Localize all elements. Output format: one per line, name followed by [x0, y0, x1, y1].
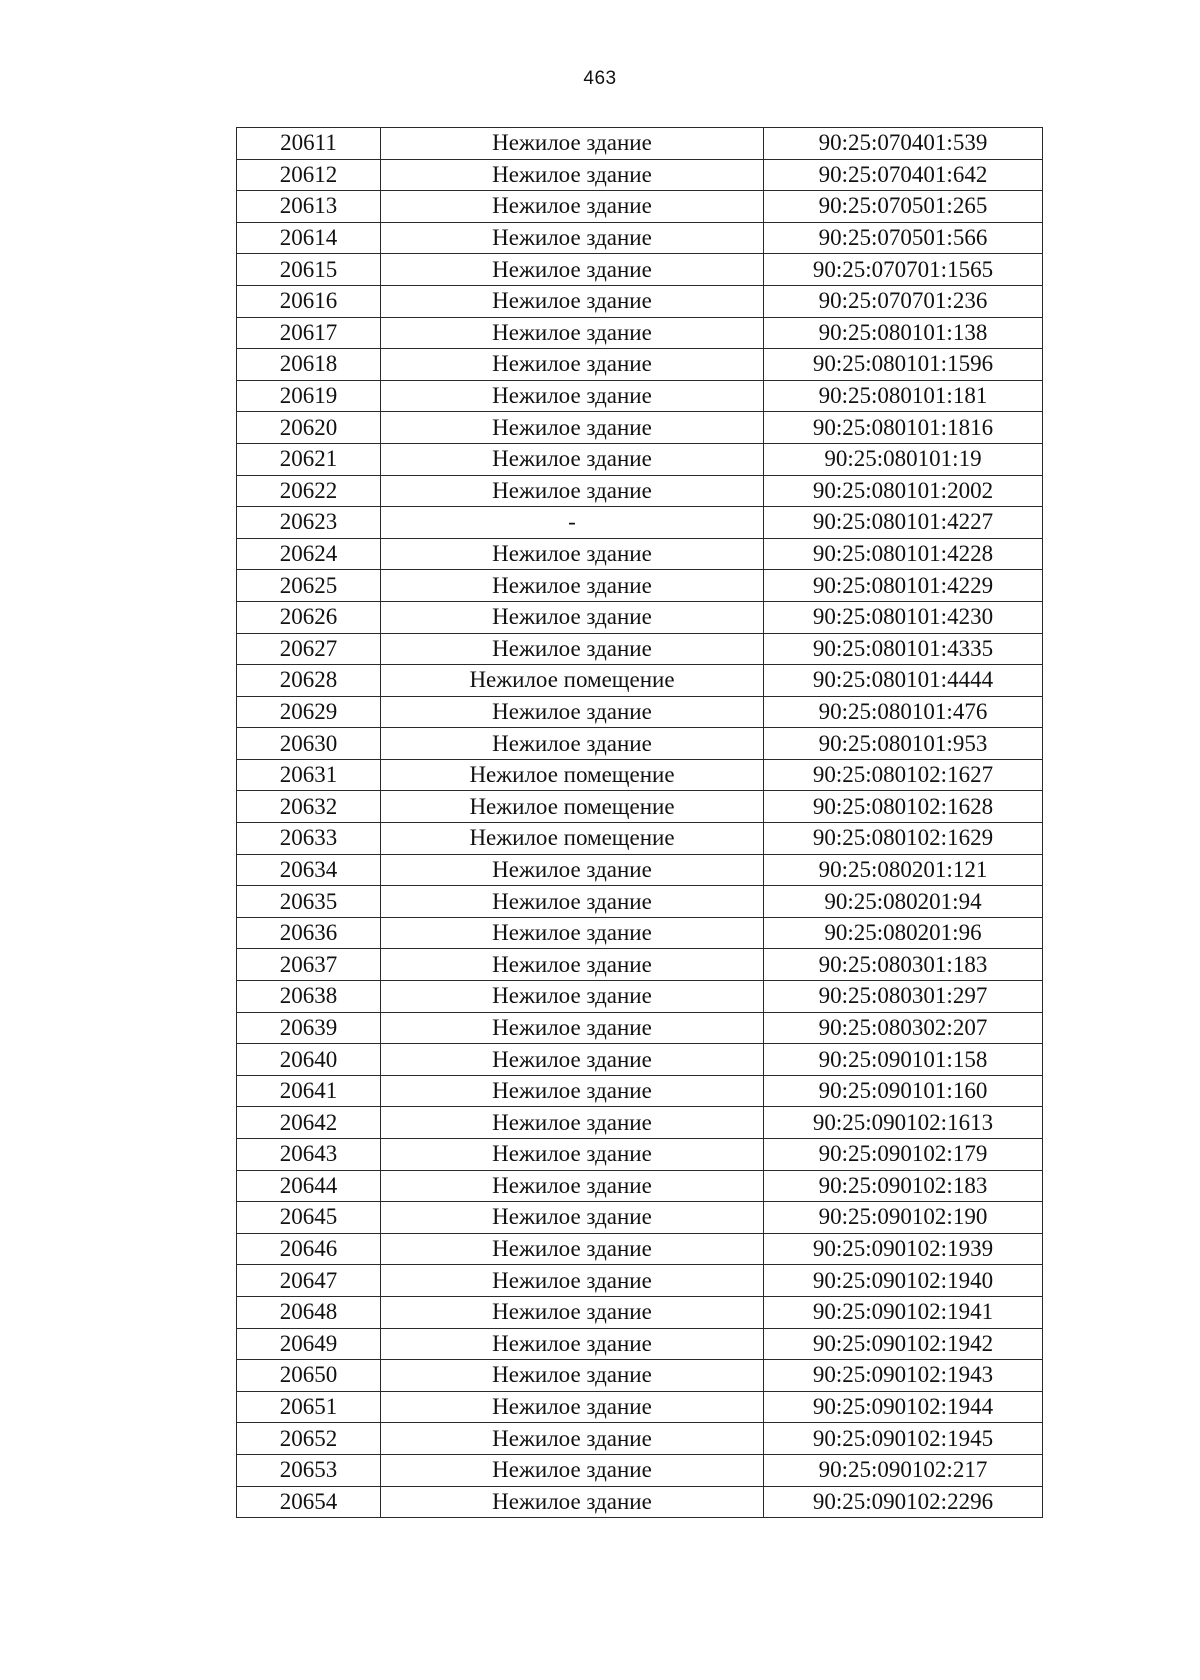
table-row — [237, 1296, 1043, 1328]
row-number-cell: 20616 — [237, 285, 381, 317]
table-row — [237, 823, 1043, 855]
row-number-cell: 20636 — [237, 917, 381, 949]
object-type-cell: Нежилое помещение — [381, 665, 764, 697]
cadastral-number-cell: 90:25:090102:183 — [764, 1170, 1043, 1202]
table-row — [237, 349, 1043, 381]
object-type-cell: Нежилое здание — [381, 254, 764, 286]
page-number: 463 — [583, 68, 617, 89]
object-type-cell: Нежилое здание — [381, 1107, 764, 1139]
row-number-cell: 20637 — [237, 949, 381, 981]
object-type-cell: Нежилое здание — [381, 159, 764, 191]
object-type-cell: Нежилое здание — [381, 696, 764, 728]
row-number-cell: 20634 — [237, 854, 381, 886]
table-row — [237, 886, 1043, 918]
object-type-cell: Нежилое здание — [381, 1296, 764, 1328]
object-type-cell: Нежилое здание — [381, 412, 764, 444]
cadastral-number-cell: 90:25:080101:1816 — [764, 412, 1043, 444]
object-type-cell: Нежилое здание — [381, 949, 764, 981]
object-type-cell: Нежилое здание — [381, 380, 764, 412]
object-type-cell: Нежилое здание — [381, 1486, 764, 1518]
cadastral-number-cell: 90:25:080101:953 — [764, 728, 1043, 760]
object-type-cell: Нежилое здание — [381, 1012, 764, 1044]
cadastral-number-cell: 90:25:090102:217 — [764, 1454, 1043, 1486]
object-type-cell: Нежилое здание — [381, 981, 764, 1013]
row-number-cell: 20633 — [237, 823, 381, 855]
object-type-cell: Нежилое здание — [381, 1170, 764, 1202]
table-row — [237, 222, 1043, 254]
cadastral-number-cell: 90:25:080201:121 — [764, 854, 1043, 886]
table-row — [237, 1328, 1043, 1360]
row-number-cell: 20652 — [237, 1423, 381, 1455]
row-number-cell: 20631 — [237, 759, 381, 791]
object-type-cell: Нежилое здание — [381, 1202, 764, 1234]
object-type-cell: Нежилое здание — [381, 475, 764, 507]
object-type-cell: Нежилое здание — [381, 886, 764, 918]
table-row — [237, 759, 1043, 791]
cadastral-number-cell: 90:25:080301:183 — [764, 949, 1043, 981]
object-type-cell: Нежилое здание — [381, 1423, 764, 1455]
cadastral-number-cell: 90:25:080101:138 — [764, 317, 1043, 349]
table-row — [237, 570, 1043, 602]
table-row — [237, 1360, 1043, 1392]
object-type-cell: Нежилое здание — [381, 1391, 764, 1423]
cadastral-number-cell: 90:25:090102:1613 — [764, 1107, 1043, 1139]
table-row — [237, 1075, 1043, 1107]
table-row — [237, 981, 1043, 1013]
row-number-cell: 20638 — [237, 981, 381, 1013]
object-type-cell: Нежилое здание — [381, 854, 764, 886]
row-number-cell: 20635 — [237, 886, 381, 918]
row-number-cell: 20654 — [237, 1486, 381, 1518]
cadastral-number-cell: 90:25:080101:4335 — [764, 633, 1043, 665]
object-type-cell: Нежилое здание — [381, 222, 764, 254]
cadastral-number-cell: 90:25:090102:1943 — [764, 1360, 1043, 1392]
row-number-cell: 20647 — [237, 1265, 381, 1297]
cadastral-number-cell: 90:25:080301:297 — [764, 981, 1043, 1013]
object-type-cell: Нежилое здание — [381, 1044, 764, 1076]
cadastral-number-cell: 90:25:090102:1945 — [764, 1423, 1043, 1455]
cadastral-number-cell: 90:25:080201:94 — [764, 886, 1043, 918]
cadastral-number-cell: 90:25:080101:1596 — [764, 349, 1043, 381]
object-type-cell: Нежилое помещение — [381, 759, 764, 791]
row-number-cell: 20621 — [237, 443, 381, 475]
property-registry-table — [236, 127, 1043, 1518]
object-type-cell: Нежилое здание — [381, 1265, 764, 1297]
row-number-cell: 20617 — [237, 317, 381, 349]
row-number-cell: 20639 — [237, 1012, 381, 1044]
table-row — [237, 1423, 1043, 1455]
object-type-cell: Нежилое здание — [381, 1075, 764, 1107]
cadastral-number-cell: 90:25:090102:1942 — [764, 1328, 1043, 1360]
table-row — [237, 854, 1043, 886]
row-number-cell: 20640 — [237, 1044, 381, 1076]
table-row — [237, 1012, 1043, 1044]
cadastral-number-cell: 90:25:070501:265 — [764, 191, 1043, 223]
table-row — [237, 1170, 1043, 1202]
table-row — [237, 949, 1043, 981]
cadastral-number-cell: 90:25:080102:1627 — [764, 759, 1043, 791]
table-row — [237, 1202, 1043, 1234]
table-row — [237, 917, 1043, 949]
cadastral-number-cell: 90:25:080102:1629 — [764, 823, 1043, 855]
object-type-cell: Нежилое здание — [381, 1233, 764, 1265]
cadastral-number-cell: 90:25:080201:96 — [764, 917, 1043, 949]
cadastral-number-cell: 90:25:090102:1940 — [764, 1265, 1043, 1297]
object-type-cell: Нежилое здание — [381, 601, 764, 633]
cadastral-number-cell: 90:25:090101:158 — [764, 1044, 1043, 1076]
row-number-cell: 20643 — [237, 1139, 381, 1171]
table-row — [237, 1139, 1043, 1171]
cadastral-number-cell: 90:25:080101:181 — [764, 380, 1043, 412]
row-number-cell: 20612 — [237, 159, 381, 191]
object-type-cell: - — [381, 507, 764, 539]
object-type-cell: Нежилое здание — [381, 285, 764, 317]
object-type-cell: Нежилое помещение — [381, 823, 764, 855]
row-number-cell: 20651 — [237, 1391, 381, 1423]
table-row — [237, 254, 1043, 286]
cadastral-number-cell: 90:25:070501:566 — [764, 222, 1043, 254]
cadastral-number-cell: 90:25:090102:190 — [764, 1202, 1043, 1234]
table-row — [237, 1044, 1043, 1076]
row-number-cell: 20624 — [237, 538, 381, 570]
row-number-cell: 20646 — [237, 1233, 381, 1265]
table-row — [237, 412, 1043, 444]
row-number-cell: 20650 — [237, 1360, 381, 1392]
row-number-cell: 20648 — [237, 1296, 381, 1328]
cadastral-number-cell: 90:25:090102:2296 — [764, 1486, 1043, 1518]
row-number-cell: 20625 — [237, 570, 381, 602]
object-type-cell: Нежилое здание — [381, 349, 764, 381]
table-row — [237, 791, 1043, 823]
object-type-cell: Нежилое здание — [381, 917, 764, 949]
table-row — [237, 1107, 1043, 1139]
object-type-cell: Нежилое здание — [381, 1139, 764, 1171]
object-type-cell: Нежилое здание — [381, 443, 764, 475]
cadastral-number-cell: 90:25:070401:642 — [764, 159, 1043, 191]
row-number-cell: 20632 — [237, 791, 381, 823]
row-number-cell: 20641 — [237, 1075, 381, 1107]
table-row — [237, 317, 1043, 349]
object-type-cell: Нежилое здание — [381, 633, 764, 665]
row-number-cell: 20626 — [237, 601, 381, 633]
object-type-cell: Нежилое здание — [381, 1360, 764, 1392]
table-row — [237, 1454, 1043, 1486]
row-number-cell: 20618 — [237, 349, 381, 381]
row-number-cell: 20619 — [237, 380, 381, 412]
table-row — [237, 191, 1043, 223]
table-row — [237, 475, 1043, 507]
object-type-cell: Нежилое здание — [381, 317, 764, 349]
table-body — [237, 128, 1043, 1518]
row-number-cell: 20653 — [237, 1454, 381, 1486]
cadastral-number-cell: 90:25:070401:539 — [764, 128, 1043, 160]
row-number-cell: 20628 — [237, 665, 381, 697]
cadastral-number-cell: 90:25:080101:19 — [764, 443, 1043, 475]
cadastral-number-cell: 90:25:080102:1628 — [764, 791, 1043, 823]
cadastral-number-cell: 90:25:080101:2002 — [764, 475, 1043, 507]
table-row — [237, 1391, 1043, 1423]
object-type-cell: Нежилое здание — [381, 728, 764, 760]
table-row — [237, 1265, 1043, 1297]
row-number-cell: 20649 — [237, 1328, 381, 1360]
cadastral-number-cell: 90:25:080302:207 — [764, 1012, 1043, 1044]
object-type-cell: Нежилое здание — [381, 128, 764, 160]
object-type-cell: Нежилое здание — [381, 570, 764, 602]
table-row — [237, 601, 1043, 633]
row-number-cell: 20630 — [237, 728, 381, 760]
row-number-cell: 20622 — [237, 475, 381, 507]
row-number-cell: 20642 — [237, 1107, 381, 1139]
table-row — [237, 507, 1043, 539]
object-type-cell: Нежилое помещение — [381, 791, 764, 823]
table-row — [237, 159, 1043, 191]
row-number-cell: 20620 — [237, 412, 381, 444]
cadastral-number-cell: 90:25:090102:1939 — [764, 1233, 1043, 1265]
row-number-cell: 20629 — [237, 696, 381, 728]
row-number-cell: 20623 — [237, 507, 381, 539]
cadastral-number-cell: 90:25:080101:4228 — [764, 538, 1043, 570]
object-type-cell: Нежилое здание — [381, 1454, 764, 1486]
row-number-cell: 20613 — [237, 191, 381, 223]
cadastral-number-cell: 90:25:090102:1941 — [764, 1296, 1043, 1328]
table-row — [237, 1233, 1043, 1265]
row-number-cell: 20614 — [237, 222, 381, 254]
cadastral-number-cell: 90:25:080101:4227 — [764, 507, 1043, 539]
table-row — [237, 443, 1043, 475]
object-type-cell: Нежилое здание — [381, 1328, 764, 1360]
cadastral-number-cell: 90:25:070701:236 — [764, 285, 1043, 317]
table-row — [237, 380, 1043, 412]
cadastral-number-cell: 90:25:070701:1565 — [764, 254, 1043, 286]
row-number-cell: 20645 — [237, 1202, 381, 1234]
table-row — [237, 1486, 1043, 1518]
table-row — [237, 728, 1043, 760]
table-row — [237, 128, 1043, 160]
table-row — [237, 633, 1043, 665]
cadastral-number-cell: 90:25:090101:160 — [764, 1075, 1043, 1107]
table-row — [237, 285, 1043, 317]
cadastral-number-cell: 90:25:080101:476 — [764, 696, 1043, 728]
cadastral-number-cell: 90:25:080101:4229 — [764, 570, 1043, 602]
cadastral-number-cell: 90:25:080101:4444 — [764, 665, 1043, 697]
table-row — [237, 538, 1043, 570]
row-number-cell: 20611 — [237, 128, 381, 160]
object-type-cell: Нежилое здание — [381, 538, 764, 570]
table-row — [237, 696, 1043, 728]
row-number-cell: 20644 — [237, 1170, 381, 1202]
cadastral-number-cell: 90:25:080101:4230 — [764, 601, 1043, 633]
row-number-cell: 20627 — [237, 633, 381, 665]
cadastral-number-cell: 90:25:090102:1944 — [764, 1391, 1043, 1423]
table-row — [237, 665, 1043, 697]
cadastral-number-cell: 90:25:090102:179 — [764, 1139, 1043, 1171]
object-type-cell: Нежилое здание — [381, 191, 764, 223]
row-number-cell: 20615 — [237, 254, 381, 286]
